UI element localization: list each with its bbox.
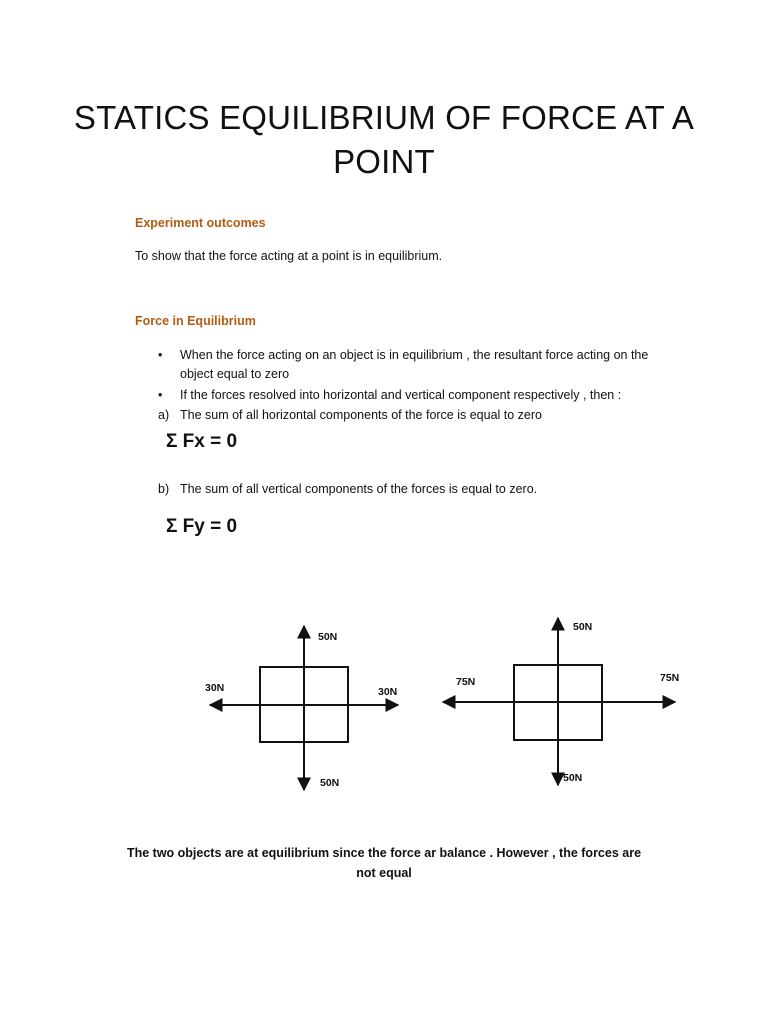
section-heading-equilibrium: Force in Equilibrium: [135, 314, 256, 328]
force-diagrams: [0, 600, 768, 800]
force-label-left: 30N: [205, 682, 225, 694]
item-text: The sum of all vertical components of the forces is equal to zero.: [180, 482, 538, 496]
equation-sum-fy: Σ Fy = 0: [166, 516, 238, 537]
item-letter: b): [158, 482, 170, 496]
diagram-caption: The two objects are at equilibrium since the force ar balance . However , the forces are not equal: [126, 845, 642, 880]
item-letter: a): [158, 408, 170, 422]
page-title: STATICS EQUILIBRIUM OF FORCE AT A POINT: [73, 99, 695, 180]
bullet-icon: •: [158, 348, 163, 362]
force-diagram-left: [205, 626, 398, 790]
force-label-right: 30N: [378, 686, 398, 698]
bullet-text: When the force acting on an object is in equilibrium , the resultant force acting on the object equal to zero: [180, 348, 649, 381]
equation-sum-fx: Σ Fx = 0: [166, 431, 238, 452]
item-text: The sum of all horizontal components of the force is equal to zero: [180, 408, 542, 422]
force-label-right: 75N: [660, 672, 680, 684]
force-label-bottom: 50N: [320, 777, 340, 789]
force-diagram-right: [443, 618, 679, 785]
section-heading-outcomes: Experiment outcomes: [135, 216, 266, 230]
force-label-left: 75N: [456, 676, 476, 688]
outcomes-text: To show that the force acting at a point is in equilibrium.: [135, 249, 443, 263]
force-label-bottom: 50N: [563, 772, 583, 784]
bullet-icon: •: [158, 388, 163, 402]
bullet-text: If the forces resolved into horizontal and vertical component respectively , then :: [180, 388, 622, 402]
force-label-top: 50N: [573, 621, 593, 633]
force-label-top: 50N: [318, 631, 338, 643]
